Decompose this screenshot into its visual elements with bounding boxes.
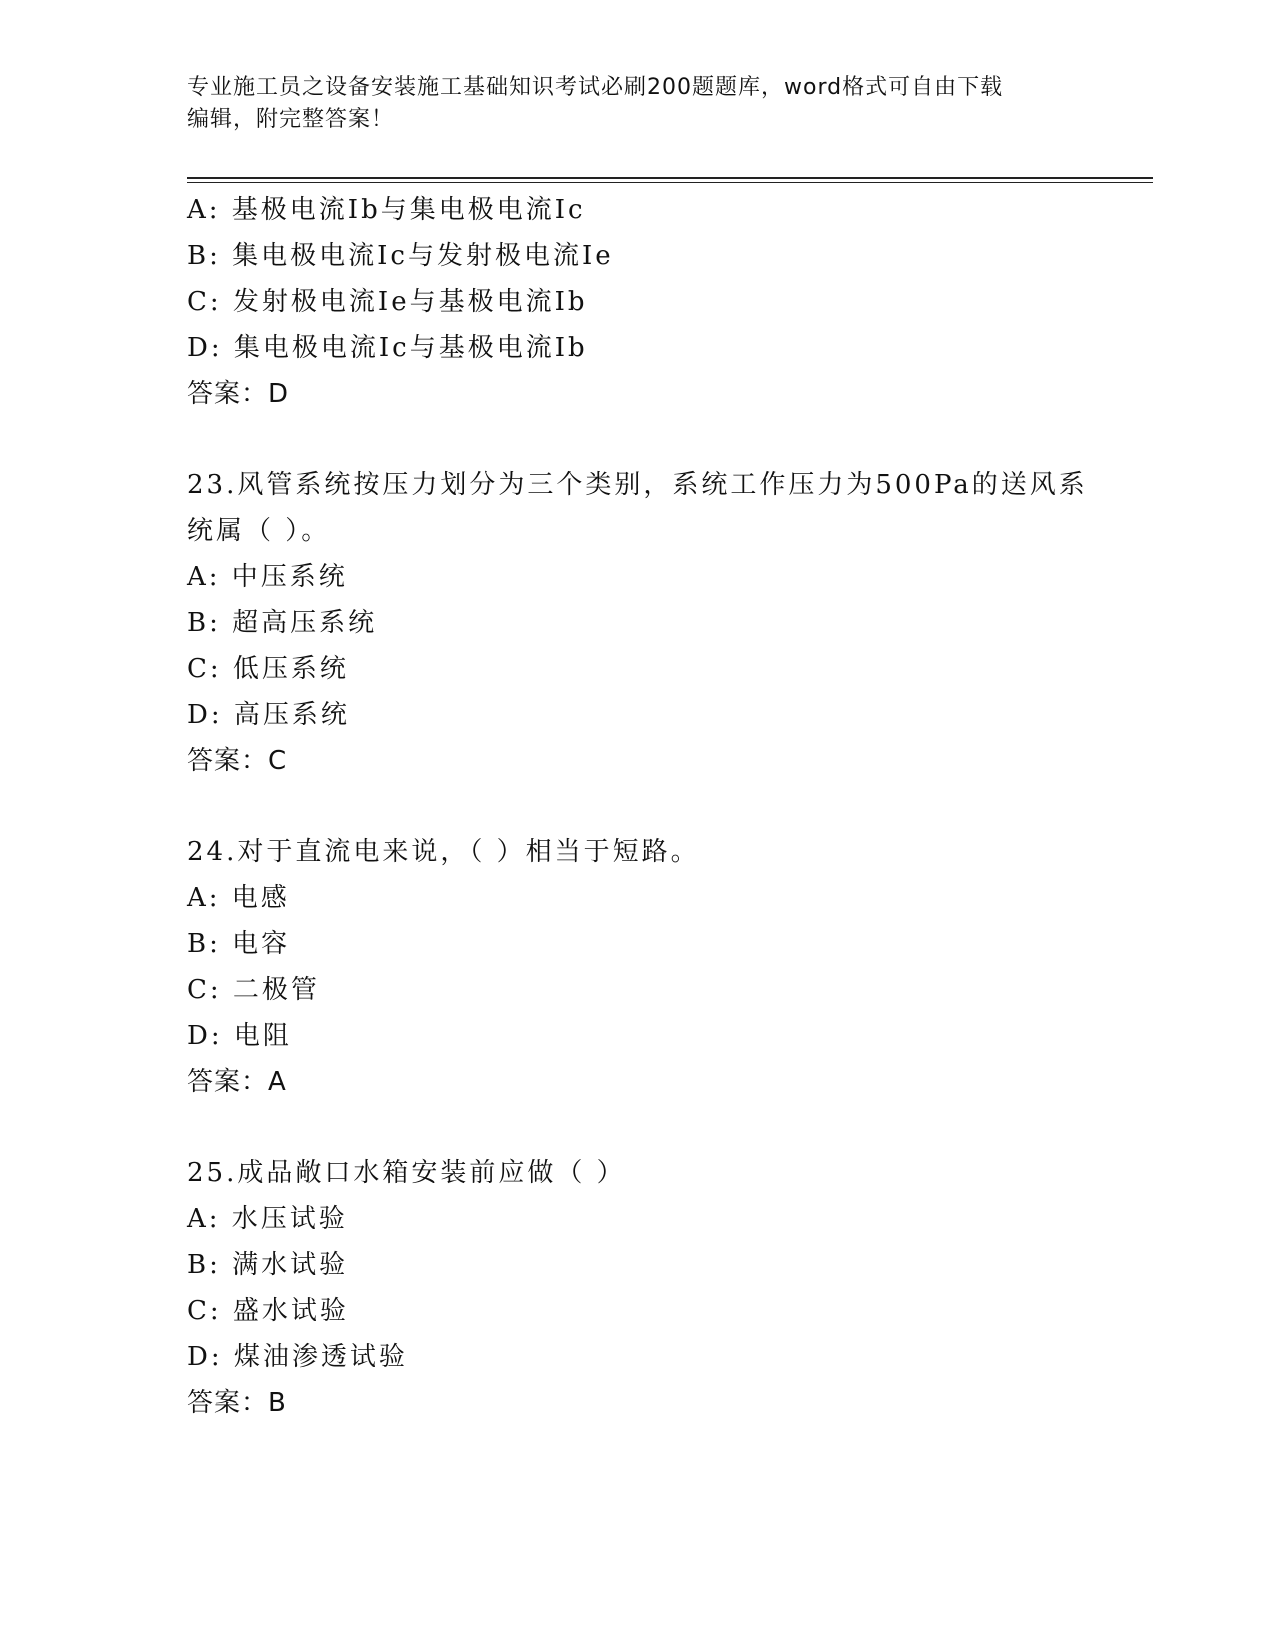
question-content — [187, 187, 1153, 1426]
option-d: D: 电阻 — [187, 1021, 292, 1051]
header-line-1: 专业施工员之设备安装施工基础知识考试必刷200题题库，word格式可自由下载 — [187, 75, 1004, 100]
answer-line: 答案：B — [187, 1388, 287, 1418]
question-block-25 — [187, 1150, 1153, 1426]
question-text: 23.风管系统按压力划分为三个类别，系统工作压力为500Pa的送风系 — [187, 470, 1088, 500]
question-text: 24.对于直流电来说，（ ）相当于短路。 — [187, 837, 700, 867]
option-a: A: 电感 — [187, 883, 290, 913]
option-a: A: 中压系统 — [187, 562, 348, 592]
option-b: B: 集电极电流Ic与发射极电流Ie — [187, 241, 614, 271]
option-b: B: 满水试验 — [187, 1250, 349, 1280]
answer-line: 答案：A — [187, 1067, 287, 1097]
question-block-22 — [187, 187, 1153, 417]
option-c: C: 发射极电流Ie与基极电流Ib — [187, 287, 588, 317]
answer-line: 答案：C — [187, 746, 288, 776]
question-block-24 — [187, 829, 1153, 1105]
header-line-2: 编辑，附完整答案！ — [187, 107, 395, 132]
answer-line: 答案：D — [187, 379, 290, 409]
option-c: C: 盛水试验 — [187, 1296, 349, 1326]
option-a: A: 基极电流Ib与集电极电流Ic — [187, 195, 586, 225]
option-c: C: 二极管 — [187, 975, 320, 1005]
header-divider — [187, 177, 1153, 183]
option-d: D: 高压系统 — [187, 700, 350, 730]
question-text: 25.成品敞口水箱安装前应做（ ） — [187, 1158, 626, 1188]
option-c: C: 低压系统 — [187, 654, 349, 684]
option-b: B: 电容 — [187, 929, 291, 959]
page-header — [187, 72, 1087, 136]
option-d: D: 煤油渗透试验 — [187, 1342, 408, 1372]
option-d: D: 集电极电流Ic与基极电流Ib — [187, 333, 588, 363]
question-text-continued: 统属（ ）。 — [187, 516, 331, 546]
option-a: A: 水压试验 — [187, 1204, 348, 1234]
option-b: B: 超高压系统 — [187, 608, 378, 638]
question-block-23 — [187, 462, 1153, 784]
